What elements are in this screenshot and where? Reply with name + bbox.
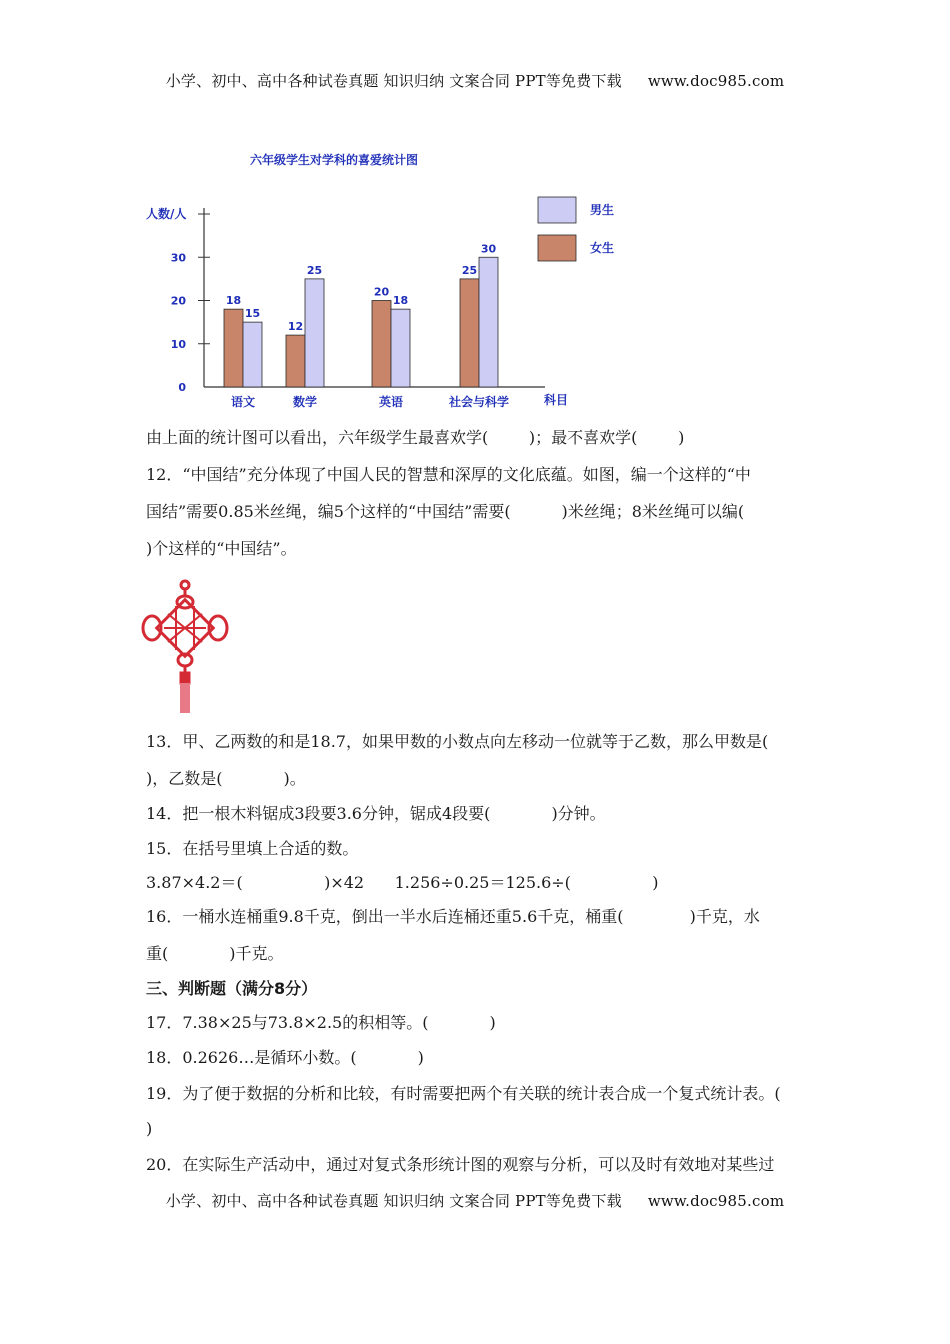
- knot-top-loop: [181, 581, 189, 589]
- chart-title: 六年级学生对学科的喜爱统计图: [250, 153, 419, 167]
- bar-value-label: 25: [306, 263, 323, 277]
- x-axis-label: 科目: [544, 393, 569, 407]
- bar-boys: [479, 257, 498, 387]
- q14-text: 14．把一根木料锯成3段要3.6分钟，锯成4段要( )分钟。: [146, 804, 606, 823]
- chinese-knot-image: [140, 578, 230, 713]
- q11-text: 由上面的统计图可以看出，六年级学生最喜欢学( )；最不喜欢学( ): [146, 428, 685, 447]
- x-category-label: 英语: [378, 395, 404, 409]
- q15-equation: 3.87×4.2＝( )×42 1.256÷0.25＝125.6÷( ): [146, 873, 659, 892]
- q19-line-2: ): [146, 1119, 153, 1138]
- bar-value-label: 18: [392, 294, 409, 308]
- bar-chart: [140, 142, 640, 417]
- legend-swatch-girls: [538, 235, 576, 261]
- bar-value-label: 15: [244, 307, 261, 321]
- legend-label-boys: 男生: [590, 203, 615, 217]
- bar-boys: [391, 309, 410, 387]
- bar-value-label: 30: [480, 242, 497, 256]
- bar-value-label: 12: [287, 320, 304, 334]
- y-axis-label: 人数/人: [146, 207, 187, 221]
- bar-girls: [224, 309, 243, 387]
- y-tick-label: 10: [170, 337, 186, 351]
- y-tick-label: 20: [170, 294, 186, 308]
- x-category-label: 语文: [230, 395, 256, 409]
- legend-swatch-boys: [538, 197, 576, 223]
- q12-line-3: )个这样的“中国结”。: [146, 539, 297, 558]
- bar-boys: [305, 279, 324, 387]
- q16-line-2: 重( )千克。: [146, 944, 284, 963]
- bar-girls: [372, 301, 391, 388]
- q16-line-1: 16．一桶水连桶重9.8千克，倒出一半水后连桶还重5.6千克，桶重( )千克，水: [146, 907, 760, 926]
- knot-bead: [181, 673, 189, 683]
- page-footer: [0, 1190, 950, 1211]
- legend-label-girls: 女生: [590, 241, 615, 255]
- x-category-label: 社会与科学: [448, 395, 510, 409]
- q20-line-1: 20．在实际生产活动中，通过对复式条形统计图的观察与分析，可以及时有效地对某些过: [146, 1155, 775, 1174]
- footer-url: www.doc985.com: [647, 1192, 785, 1210]
- y-tick-label: 30: [170, 251, 186, 265]
- q18-text: 18．0.2626…是循环小数。( ): [146, 1048, 424, 1067]
- q15-text: 15．在括号里填上合适的数。: [146, 839, 359, 858]
- q13-line-2: )，乙数是( )。: [146, 769, 306, 788]
- header-text: 小学、初中、高中各种试卷真题 知识归纳 文案合同 PPT等免费下载: [165, 72, 622, 90]
- q13-line-1: 13．甲、乙两数的和是18.7，如果甲数的小数点向左移动一位就等于乙数，那么甲数是(: [146, 732, 769, 751]
- header-url: www.doc985.com: [647, 72, 785, 90]
- bar-boys: [243, 322, 262, 387]
- q12-line-2: 国结”需要0.85米丝绳，编5个这样的“中国结”需要( )米丝绳；8米丝绳可以编(: [146, 502, 745, 521]
- knot-tassel: [180, 683, 190, 713]
- q12-line-1: 12．“中国结”充分体现了中国人民的智慧和深厚的文化底蕴。如图，编一个这样的“中: [146, 465, 751, 484]
- footer-text: 小学、初中、高中各种试卷真题 知识归纳 文案合同 PPT等免费下载: [165, 1192, 622, 1210]
- bar-value-label: 20: [373, 285, 390, 299]
- y-tick-label: 0: [178, 381, 186, 394]
- q19-line-1: 19．为了便于数据的分析和比较，有时需要把两个有关联的统计表合成一个复式统计表。(: [146, 1084, 781, 1103]
- bar-value-label: 18: [225, 294, 242, 308]
- bar-value-label: 25: [461, 263, 478, 277]
- chart-svg: [140, 142, 640, 417]
- page-header: [0, 70, 950, 91]
- bar-girls: [460, 279, 479, 387]
- bar-girls: [286, 335, 305, 387]
- section-title-judgement: 三、判断题（满分8分）: [146, 979, 318, 998]
- x-category-label: 数学: [292, 395, 318, 409]
- q17-text: 17．7.38×25与73.8×2.5的积相等。( ): [146, 1013, 496, 1032]
